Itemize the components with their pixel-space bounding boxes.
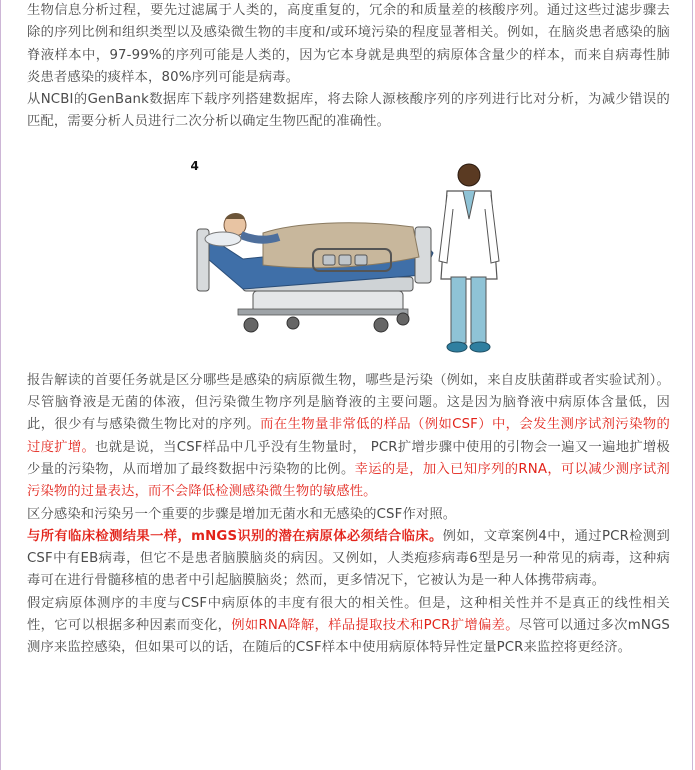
highlight-text: 例如RNA降解，样品提取技术和PCR扩增偏差。 (231, 618, 519, 634)
patient-bed-illustration (183, 149, 515, 361)
abundance-paragraph (27, 593, 670, 660)
hospital-scene-image (183, 149, 515, 361)
figure-number: 4 (190, 158, 199, 173)
paragraph-text: 也就是说，当CSF样品中几乎没有生物量时， PCR扩增步骤中使用的引物会一遍又一遍地扩增极少量的污染物，从而增加了最终数据中污染物的比例。 (27, 439, 670, 477)
highlight-text: 而在生物量非常低的样品（例如CSF）中，会发生测序试剂污染物的过度扩增。 (27, 417, 670, 455)
intro-paragraph-1: 生物信息分析过程，要先过滤属于人类的，高度重复的，冗余的和质量差的核酸序列。通过这些过滤步骤去除的序列比例和组织类型以及感染微生物的丰度和/或环境污染的程度显著相关。例如，在脑炎患者感染的脑脊液样本中，97-99%的序列可能是人类的，因为它本身就是典型的病原体含量少的样本，而来自病毒性肺炎患者感染的痰样本，80%序列可能是病毒。 (27, 3, 670, 85)
highlight-bold-text: 与所有临床检测结果一样，mNGS识别的潜在病原体必须结合临床。 (27, 528, 443, 544)
interpretation-paragraph (27, 370, 670, 504)
clinical-paragraph (27, 526, 670, 593)
paragraph-text: 例如，文章案例4中，通过PCR检测到CSF中有EB病毒，但它不是患者脑膜脑炎的病因。又例如，人类疱疹病毒6型是另一种常见的病毒，这种病毒可在进行骨髓移植的患者中引起脑膜脑炎；然而，更多情况下，它被认为是一种人体携带病毒。 (27, 528, 671, 589)
highlight-text: 幸运的是，加入已知序列的RNA，可以减少测序试剂污染物的过量表达，而不会降低检测感染微生物的敏感性。 (27, 461, 670, 500)
paragraph-text: 尽管可以通过多次mNGS测序来监控感染，但如果可以的话，在随后的CSF样本中使用病原体特异性定量PCR来监控将更经济。 (27, 618, 671, 656)
paragraph-text: 假定病原体测序的丰度与CSF中病原体的丰度有很大的相关性。但是，这种相关性并不是真正的线性相关性，它可以根据多种因素而变化， (27, 595, 670, 634)
paragraph-text: 报告解读的首要任务就是区分哪些是感染的病原微生物，哪些是污染（例如，来自皮肤菌群或者实验试剂）。尽管脑脊液是无菌的体液，但污染微生物序列是脑脊液的主要问题。这是因为脑脊液中病原体含量低，因此，很少有与感染微生物比对的序列。 (27, 372, 670, 433)
control-paragraph: 区分感染和污染另一个重要的步骤是增加无菌水和无感染的CSF作对照。 (27, 506, 457, 522)
intro-paragraph-2: 从NCBI的GenBank数据库下载序列搭建数据库，将去除人源核酸序列的序列进行比对分析，为减少错误的匹配，需要分析人员进行二次分析以确定生物匹配的准确性。 (27, 92, 670, 130)
